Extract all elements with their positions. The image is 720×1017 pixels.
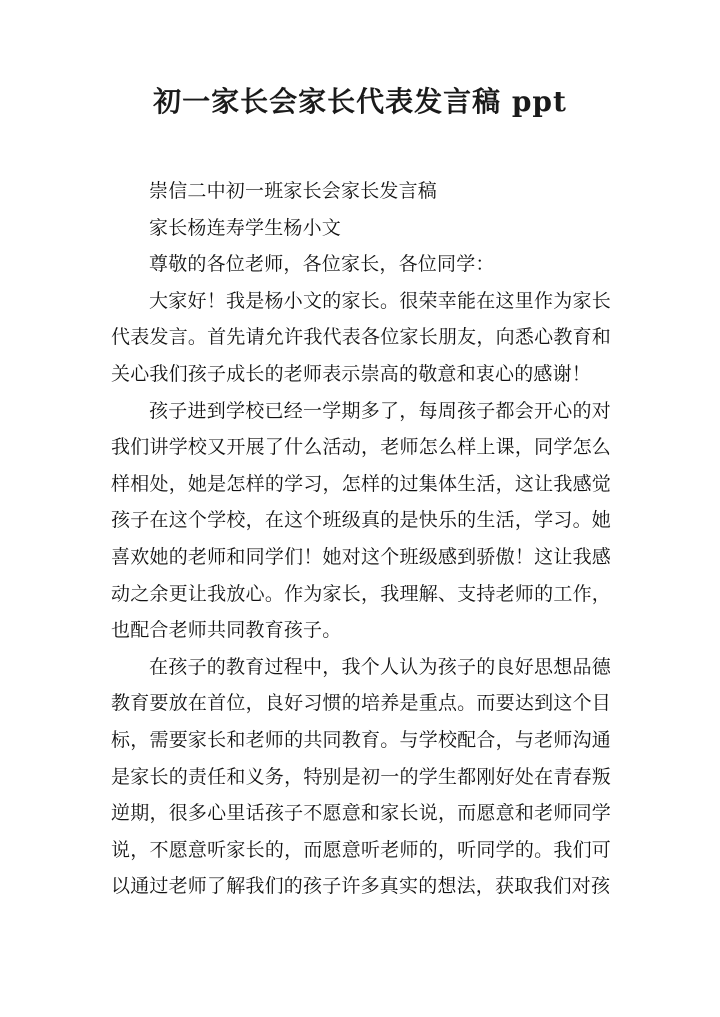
salutation-line: 尊敬的各位老师，各位家长，各位同学： [149,253,495,276]
school-heading-line: 崇信二中初一班家长会家长发言稿 [149,180,438,202]
document-title: 初一家长会家长代表发言稿 ppt [153,85,567,118]
body-paragraph: 在孩子的教育过程中，我个人认为孩子的良好思想品德教育要放在首位，良好习惯的培养是重点。而要达到这个目标，需要家长和老师的共同教育。与学校配合，与老师沟通是家长的责任和义务，特别是初一的学生都刚好处在青春叛逆期，很多心里话孩子不愿意和家长说，而愿意和老师同学说，不愿意听家长的，而愿意听老师的，听同学的。我们可以通过老师了解我们的孩子许多真实的想法，获取我们对孩 [111,655,611,898]
body-paragraph: 大家好！我是杨小文的家长。很荣幸能在这里作为家长代表发言。首先请允许我代表各位家长朋友，向悉心教育和关心我们孩子成长的老师表示崇高的敬意和衷心的感谢！ [111,289,611,385]
speaker-line: 家长杨连寿学生杨小文 [149,216,342,239]
document-body [111,173,611,905]
body-paragraph: 孩子进到学校已经一学期多了，每周孩子都会开心的对我们讲学校又开展了什么活动，老师怎么样上课，同学怎么样相处，她是怎样的学习，怎样的过集体生活，这让我感觉孩子在这个学校，在这个班级真的是快乐的生活，学习。她喜欢她的老师和同学们！她对这个班级感到骄傲！这让我感动之余更让我放心。作为家长，我理解、支持老师的工作，也配合老师共同教育孩子。 [111,399,611,642]
